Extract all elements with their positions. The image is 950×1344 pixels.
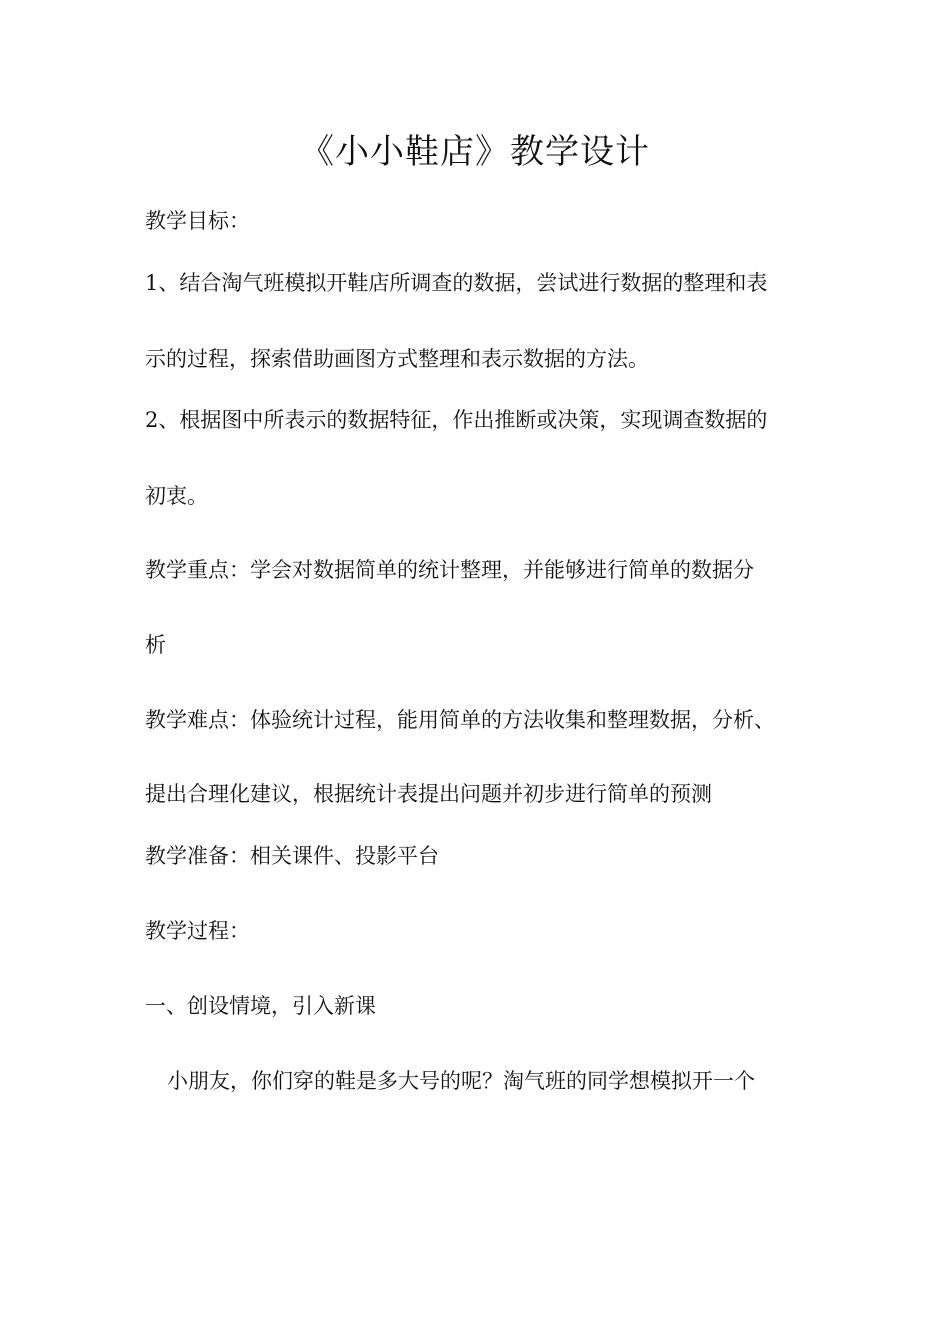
paragraph-line: 提出合理化建议，根据统计表提出问题并初步进行简单的预测: [145, 782, 712, 806]
paragraph-line: 教学难点：体验统计过程，能用简单的方法收集和整理数据，分析、: [145, 708, 775, 732]
paragraph-line: 示的过程，探索借助画图方式整理和表示数据的方法。: [145, 347, 649, 371]
paragraph-line: 教学准备：相关课件、投影平台: [145, 844, 439, 868]
document-title: 《小小鞋店》教学设计: [300, 132, 650, 172]
paragraph-line: 2、根据图中所表示的数据特征，作出推断或决策，实现调查数据的: [145, 408, 768, 432]
section-heading-objectives: 教学目标：: [145, 209, 250, 233]
section-heading-step-one: 一、创设情境，引入新课: [145, 994, 376, 1018]
paragraph-line: 初衷。: [145, 484, 208, 508]
paragraph-line: 析: [145, 633, 166, 657]
paragraph-line: 1、结合淘气班模拟开鞋店所调查的数据，尝试进行数据的整理和表: [145, 271, 768, 295]
paragraph-line: 小朋友，你们穿的鞋是多大号的呢？淘气班的同学想模拟开一个: [167, 1069, 755, 1093]
section-heading-process: 教学过程：: [145, 919, 250, 943]
paragraph-line: 教学重点：学会对数据简单的统计整理，并能够进行简单的数据分: [145, 558, 754, 582]
